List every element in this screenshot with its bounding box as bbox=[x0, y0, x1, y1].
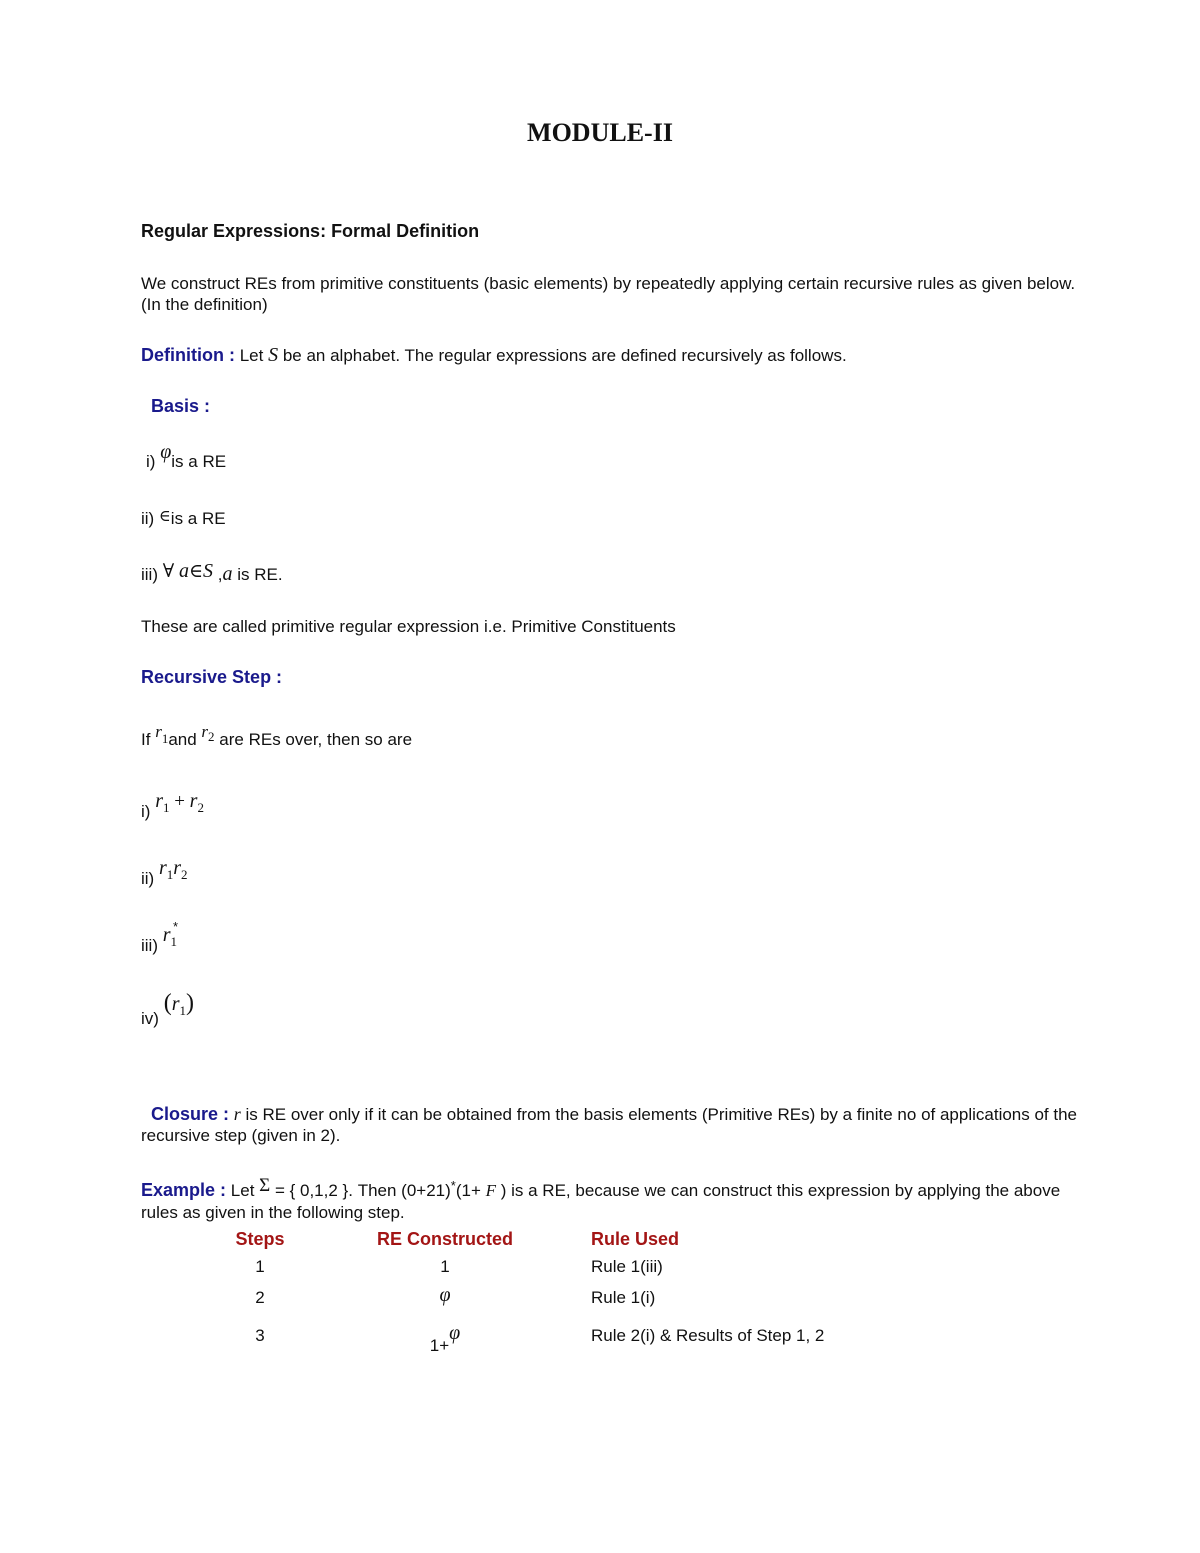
basis-text: is RE. bbox=[237, 565, 283, 584]
basis-item-1 bbox=[146, 441, 227, 473]
r-symbol: r bbox=[189, 790, 198, 812]
f-symbol: F bbox=[485, 1181, 497, 1200]
recursive-intro-text: are REs over, then so are bbox=[219, 730, 413, 749]
recursive-marker: ii) bbox=[141, 869, 155, 888]
star-symbol: * bbox=[173, 919, 179, 934]
definition-label: Definition : bbox=[141, 345, 235, 365]
basis-label: Basis : bbox=[151, 396, 211, 416]
table-cell-step: 3 bbox=[255, 1326, 265, 1345]
example-label: Example : bbox=[141, 1180, 227, 1200]
r-symbol: r bbox=[155, 722, 162, 741]
plus-symbol: + bbox=[174, 791, 185, 812]
comma: , bbox=[217, 565, 223, 584]
close-paren: ) bbox=[185, 990, 194, 1016]
r-symbol: r bbox=[162, 924, 171, 946]
r-symbol: r bbox=[201, 722, 209, 741]
epsilon-symbol: ∈ bbox=[158, 508, 171, 525]
section-heading: Regular Expressions: Formal Definition bbox=[141, 221, 480, 241]
r-symbol: r bbox=[158, 857, 167, 879]
recursive-intro bbox=[141, 722, 413, 750]
basis-marker: i) bbox=[146, 452, 156, 471]
subscript: 2 bbox=[181, 867, 188, 882]
phi-symbol: φ bbox=[449, 1322, 461, 1344]
alphabet-symbol: S bbox=[203, 560, 214, 582]
closure-paragraph bbox=[141, 1104, 1081, 1146]
table-cell-re bbox=[360, 1322, 530, 1355]
recursive-item-concat bbox=[141, 857, 188, 888]
header-steps: Steps bbox=[235, 1229, 285, 1249]
intro-paragraph: We construct REs from primitive constituents (basic elements) by repeatedly applying certain recursive rules as given below. (In the definition) bbox=[141, 274, 1076, 314]
basis-marker: ii) bbox=[141, 509, 155, 528]
table-cell-rule: Rule 1(i) bbox=[591, 1288, 656, 1307]
subscript: 1 bbox=[170, 934, 178, 949]
example-paragraph bbox=[141, 1175, 1081, 1223]
re-prefix: 1+ bbox=[429, 1336, 450, 1355]
subscript: 2 bbox=[197, 800, 204, 815]
r-symbol: r bbox=[171, 993, 180, 1015]
r-symbol: r bbox=[233, 1104, 241, 1124]
if-word: If bbox=[141, 730, 151, 749]
table-cell-re: 1 bbox=[440, 1257, 450, 1276]
phi-symbol: φ bbox=[439, 1284, 451, 1306]
basis-text: is a RE bbox=[171, 452, 227, 471]
open-paren: ( bbox=[163, 990, 172, 1016]
basis-item-2 bbox=[141, 509, 226, 529]
header-rule-used: Rule Used bbox=[591, 1229, 680, 1249]
recursive-marker: iii) bbox=[141, 936, 158, 955]
alphabet-symbol: S bbox=[268, 344, 279, 366]
table-cell-step: 1 bbox=[255, 1257, 265, 1276]
table-cell-step: 2 bbox=[255, 1288, 265, 1307]
example-text: ) is a RE, because we can construct this expression by applying the above rules as given in the following step. bbox=[141, 1181, 1061, 1222]
definition-let: Let bbox=[239, 346, 264, 365]
recursive-item-star bbox=[141, 919, 179, 955]
header-re-constructed: RE Constructed bbox=[376, 1229, 513, 1249]
example-expression-rest: (1+ bbox=[455, 1181, 481, 1200]
r-symbol: r bbox=[173, 857, 182, 879]
table-cell-rule: Rule 1(iii) bbox=[591, 1257, 663, 1276]
let-word: Let bbox=[230, 1181, 255, 1200]
forall-symbol: ∀ bbox=[162, 561, 175, 582]
example-expression: Then (0+21) bbox=[357, 1181, 451, 1200]
sigma-symbol: Σ bbox=[259, 1175, 271, 1196]
basis-marker: iii) bbox=[141, 565, 158, 584]
phi-symbol: φ bbox=[160, 441, 172, 463]
basis-text: is a RE bbox=[170, 509, 226, 528]
recursive-item-union bbox=[141, 790, 204, 821]
var-a: a bbox=[178, 560, 189, 582]
basis-item-3 bbox=[141, 560, 283, 586]
table-cell-rule: Rule 2(i) & Results of Step 1, 2 bbox=[591, 1326, 825, 1345]
subscript: 1 bbox=[162, 800, 170, 815]
star-symbol: * bbox=[450, 1178, 456, 1193]
page-title: MODULE-II bbox=[527, 118, 673, 147]
recursive-marker: i) bbox=[141, 802, 151, 821]
r-symbol: r bbox=[155, 790, 163, 812]
recursive-step-label: Recursive Step : bbox=[141, 667, 283, 687]
alphabet-set: = { 0,1,2 }. bbox=[274, 1181, 353, 1200]
definition-line bbox=[141, 344, 847, 367]
primitive-note: These are called primitive regular expression i.e. Primitive Constituents bbox=[141, 617, 676, 636]
definition-text: be an alphabet. The regular expressions are defined recursively as follows. bbox=[282, 346, 847, 365]
subscript: 2 bbox=[208, 729, 215, 744]
recursive-item-paren bbox=[141, 990, 194, 1028]
subscript: 1 bbox=[161, 731, 169, 746]
closure-text: is RE over only if it can be obtained from the basis elements (Primitive REs) by a finite no of applications of the recursive step (given in 2). bbox=[141, 1105, 1078, 1145]
recursive-marker: iv) bbox=[141, 1009, 159, 1028]
closure-label: Closure : bbox=[151, 1104, 230, 1124]
var-a: a bbox=[222, 563, 233, 585]
subscript: 1 bbox=[179, 1003, 186, 1018]
and-word: and bbox=[168, 730, 197, 749]
subscript: 1 bbox=[166, 867, 174, 882]
element-of-symbol: ∈ bbox=[188, 561, 204, 582]
